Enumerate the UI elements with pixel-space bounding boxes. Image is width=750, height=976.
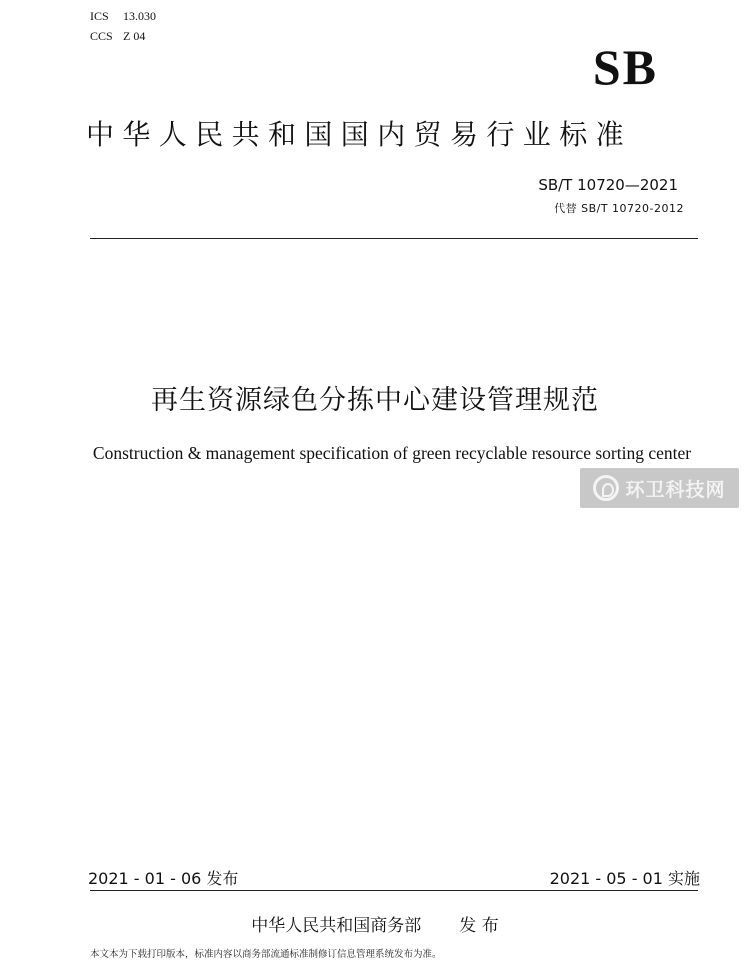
download-note: 本文本为下载打印版本，标准内容以商务部流通标准制修订信息管理系统发布为准。 bbox=[90, 950, 442, 960]
ccs-line bbox=[90, 26, 156, 46]
issued-label: 发 布 bbox=[459, 916, 499, 936]
ics-label: ICS bbox=[90, 9, 109, 23]
sb-logo: SB bbox=[592, 39, 658, 95]
document-title-chinese: 再生资源绿色分拣中心建设管理规范 bbox=[151, 385, 599, 416]
standard-category-title: 中华人民共和国国内贸易行业标准 bbox=[86, 118, 633, 151]
issuing-authority bbox=[0, 911, 750, 936]
watermark-badge bbox=[580, 468, 739, 508]
implementation-date: 2021 - 05 - 01 实施 bbox=[549, 869, 700, 888]
top-divider bbox=[90, 238, 698, 239]
replaces-standard: 代替 SB/T 10720-2012 bbox=[554, 202, 684, 215]
ccs-label: CCS bbox=[90, 29, 113, 43]
document-title-english: Construction & management specification of green recyclable resource sorting center bbox=[92, 443, 692, 463]
recycle-drop-icon bbox=[593, 475, 619, 501]
bottom-divider bbox=[90, 890, 698, 891]
watermark-text: 环卫科技网 bbox=[625, 478, 726, 501]
classification-codes bbox=[90, 6, 156, 46]
standard-number: SB/T 10720—2021 bbox=[538, 176, 678, 194]
ics-code: 13.030 bbox=[123, 9, 156, 23]
ccs-code: Z 04 bbox=[123, 29, 146, 43]
publish-date: 2021 - 01 - 06 发布 bbox=[88, 869, 239, 888]
ministry-name: 中华人民共和国商务部 bbox=[251, 916, 422, 936]
ics-line bbox=[90, 6, 156, 26]
